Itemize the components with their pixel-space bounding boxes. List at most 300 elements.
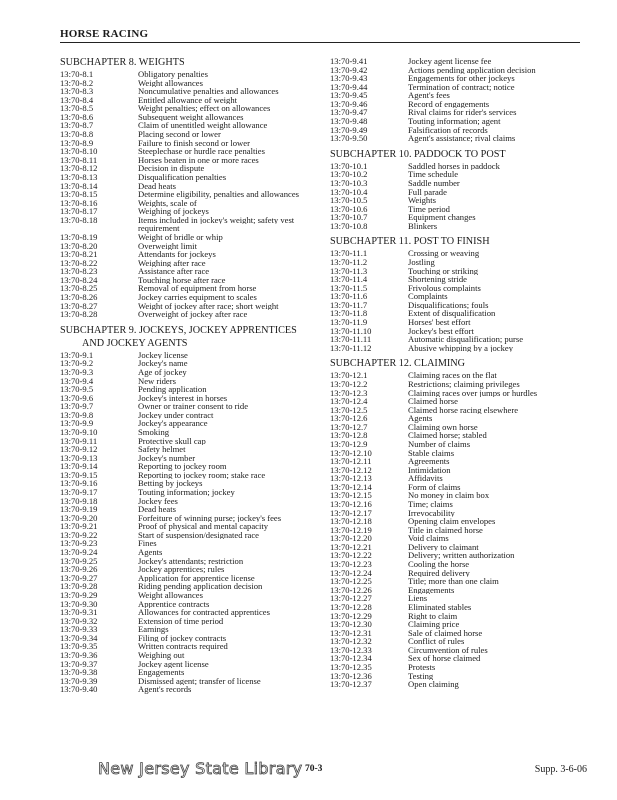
section-number: 13:70-12.27 bbox=[330, 593, 372, 604]
section-title: Pending application bbox=[138, 385, 207, 394]
section-title: Horses beaten in one or more races bbox=[138, 155, 259, 165]
section-entry bbox=[60, 190, 322, 199]
section-entry bbox=[60, 70, 322, 79]
section-number: 13:70-9.49 bbox=[330, 124, 368, 135]
section-number: 13:70-9.28 bbox=[60, 581, 98, 592]
section-entry bbox=[60, 87, 322, 96]
section-title: Noncumulative penalties and allowances bbox=[138, 87, 279, 96]
section-title: Jockey's interest in horses bbox=[138, 393, 228, 403]
section-title: Sex of horse claimed bbox=[408, 654, 481, 663]
section-title: Removal of equipment from horse bbox=[138, 284, 257, 294]
section-entry bbox=[330, 249, 592, 258]
section-number: 13:70-8.15 bbox=[60, 189, 98, 200]
subchapter-9-list bbox=[60, 351, 322, 694]
section-number: 13:70-11.1 bbox=[330, 248, 368, 259]
section-number: 13:70-12.6 bbox=[330, 413, 368, 424]
section-title: Claiming races on the flat bbox=[408, 371, 497, 380]
section-title: Allowances for contracted apprentices bbox=[138, 608, 270, 617]
section-number: 13:70-12.21 bbox=[330, 541, 372, 552]
section-entry bbox=[330, 284, 592, 293]
section-number: 13:70-9.2 bbox=[60, 358, 94, 369]
section-number: 13:70-9.6 bbox=[60, 392, 94, 403]
section-number: 13:70-8.16 bbox=[60, 197, 98, 208]
section-number: 13:70-8.28 bbox=[60, 309, 98, 320]
section-title: Void claims bbox=[408, 534, 449, 543]
section-title: Overweight limit bbox=[138, 241, 197, 251]
section-number: 13:70-12.18 bbox=[330, 516, 372, 527]
section-title: Frivolous complaints bbox=[408, 283, 481, 293]
section-number: 13:70-10.5 bbox=[330, 195, 368, 206]
section-title: Extension of time period bbox=[138, 616, 224, 626]
section-entry bbox=[330, 267, 592, 276]
subchapter-11-heading: SUBCHAPTER 11. POST TO FINISH bbox=[330, 236, 490, 248]
section-number: 13:70-10.4 bbox=[330, 186, 368, 197]
section-entry bbox=[60, 497, 322, 506]
section-title: Claiming own horse bbox=[408, 422, 478, 432]
section-title: Jockey under contract bbox=[138, 410, 214, 420]
subchapter-8-heading: SUBCHAPTER 8. WEIGHTS bbox=[60, 57, 185, 68]
section-title: Agents bbox=[408, 414, 433, 423]
section-title: Time; claims bbox=[408, 500, 453, 509]
section-number: 13:70-8.13 bbox=[60, 171, 98, 182]
section-title: Termination of contract; notice bbox=[408, 82, 515, 92]
section-entry bbox=[330, 100, 592, 109]
section-number: 13:70-8.14 bbox=[60, 180, 98, 191]
section-number: 13:70-12.32 bbox=[330, 636, 372, 647]
section-number: 13:70-8.19 bbox=[60, 231, 98, 242]
section-number: 13:70-9.21 bbox=[60, 521, 98, 532]
section-title: Claiming races over jumps or hurdles bbox=[408, 388, 538, 398]
section-number: 13:70-8.3 bbox=[60, 86, 94, 97]
section-title: Testing bbox=[408, 671, 434, 681]
section-number: 13:70-10.6 bbox=[330, 203, 368, 214]
section-title: Weight allowances bbox=[138, 590, 203, 600]
running-header: HORSE RACING bbox=[60, 28, 149, 40]
section-number: 13:70-9.7 bbox=[60, 401, 94, 412]
section-title: Filing of jockey contracts bbox=[138, 633, 227, 643]
section-title: Engagements bbox=[138, 668, 185, 677]
section-title: Weight allowances bbox=[138, 78, 203, 88]
section-title: Apprentice contracts bbox=[138, 599, 210, 609]
section-title: Reporting to jockey room bbox=[138, 462, 227, 471]
section-entry bbox=[60, 505, 322, 514]
section-title: Weighing of jockeys bbox=[138, 207, 209, 216]
section-number: 13:70-11.9 bbox=[330, 317, 368, 328]
section-title: Decision in dispute bbox=[138, 164, 205, 173]
section-entry bbox=[60, 668, 322, 677]
section-entry bbox=[330, 380, 592, 389]
section-number: 13:70-9.27 bbox=[60, 572, 98, 583]
section-title: Weighing out bbox=[138, 651, 185, 660]
section-number: 13:70-12.20 bbox=[330, 533, 372, 544]
section-title: Title in claimed horse bbox=[408, 525, 483, 535]
section-entry bbox=[60, 224, 322, 233]
section-title: Falsification of records bbox=[408, 125, 488, 135]
section-number: 13:70-9.17 bbox=[60, 487, 98, 498]
section-entry bbox=[60, 634, 322, 643]
section-entry bbox=[60, 302, 322, 311]
section-title: Start of suspension/designated race bbox=[138, 530, 259, 540]
section-number: 13:70-12.26 bbox=[330, 584, 372, 595]
section-entry bbox=[60, 156, 322, 165]
section-title: Sale of claimed horse bbox=[408, 628, 483, 638]
section-title: Jockey apprentices; rules bbox=[138, 565, 225, 574]
section-number: 13:70-12.30 bbox=[330, 619, 372, 630]
section-number: 13:70-9.46 bbox=[330, 98, 368, 109]
section-entry bbox=[60, 267, 322, 276]
section-title: Touting information; jockey bbox=[138, 488, 235, 497]
section-number: 13:70-9.22 bbox=[60, 529, 98, 540]
section-title: Restrictions; claiming privileges bbox=[408, 379, 520, 389]
section-title: Engagements for other jockeys bbox=[408, 74, 515, 83]
section-title: Agent's assistance; rival claims bbox=[408, 134, 516, 143]
section-number: 13:70-12.7 bbox=[330, 421, 368, 432]
section-title: Delivery to claimant bbox=[408, 542, 479, 552]
section-title: Blinkers bbox=[408, 221, 438, 231]
section-entry bbox=[60, 557, 322, 566]
section-entry bbox=[330, 134, 592, 143]
section-title: Dead heats bbox=[138, 181, 176, 191]
section-title: Agreements bbox=[408, 457, 450, 466]
section-entry bbox=[60, 96, 322, 105]
section-title: Complaints bbox=[408, 292, 448, 301]
section-title: Irrevocability bbox=[408, 508, 455, 518]
section-entry bbox=[60, 531, 322, 540]
section-title: Safety helmet bbox=[138, 445, 186, 454]
section-entry bbox=[60, 617, 322, 626]
section-number: 13:70-10.1 bbox=[330, 160, 368, 171]
header-rule bbox=[60, 42, 580, 43]
section-number: 13:70-12.12 bbox=[330, 464, 372, 475]
section-number: 13:70-11.2 bbox=[330, 256, 368, 267]
section-title: Title; more than one claim bbox=[408, 577, 499, 586]
section-title: Subsequent weight allowances bbox=[138, 112, 244, 122]
section-entry bbox=[60, 242, 322, 251]
subchapter-10-heading: SUBCHAPTER 10. PADDOCK TO POST bbox=[330, 148, 506, 160]
section-number: 13:70-12.22 bbox=[330, 550, 372, 561]
section-number: 13:70-12.24 bbox=[330, 567, 372, 578]
section-title: Entitled allowance of weight bbox=[138, 95, 238, 105]
section-number: 13:70-12.36 bbox=[330, 670, 372, 681]
section-title: Earnings bbox=[138, 625, 169, 634]
section-entry bbox=[60, 233, 322, 242]
section-entry bbox=[60, 514, 322, 523]
section-title: Open claiming bbox=[408, 680, 459, 689]
section-entry bbox=[330, 179, 592, 188]
section-number: 13:70-8.4 bbox=[60, 94, 94, 105]
section-number: 13:70-12.4 bbox=[330, 396, 368, 407]
section-number: 13:70-9.42 bbox=[330, 64, 368, 75]
section-number: 13:70-9.37 bbox=[60, 658, 98, 669]
section-title: Full parade bbox=[408, 187, 447, 197]
section-number: 13:70-9.31 bbox=[60, 607, 98, 618]
section-number: 13:70-12.31 bbox=[330, 627, 372, 638]
section-number: 13:70-12.34 bbox=[330, 653, 372, 664]
section-entry bbox=[330, 57, 592, 66]
section-entry bbox=[60, 216, 322, 225]
section-entry bbox=[60, 565, 322, 574]
section-title: Agents bbox=[138, 548, 163, 557]
section-number: 13:70-9.10 bbox=[60, 426, 98, 437]
section-entry bbox=[60, 600, 322, 609]
section-title: Dismissed agent; transfer of license bbox=[138, 676, 261, 686]
section-number: 13:70-12.8 bbox=[330, 430, 368, 441]
section-title: Actions pending application decision bbox=[408, 65, 536, 75]
section-entry bbox=[60, 385, 322, 394]
section-entry bbox=[60, 164, 322, 173]
section-title: Crossing or weaving bbox=[408, 249, 480, 258]
section-number: 13:70-9.38 bbox=[60, 667, 98, 678]
section-entry bbox=[330, 170, 592, 179]
section-title: Jockey license bbox=[138, 350, 188, 360]
section-title: Jockey's best effort bbox=[408, 326, 474, 336]
section-title: Shortening stride bbox=[408, 275, 467, 284]
section-number: 13:70-9.32 bbox=[60, 615, 98, 626]
section-title: Stable claims bbox=[408, 448, 455, 458]
section-title: Liens bbox=[408, 594, 428, 603]
section-number: 13:70-9.41 bbox=[330, 56, 368, 66]
section-title: Touching or striking bbox=[408, 266, 479, 276]
section-number: 13:70-9.36 bbox=[60, 650, 98, 660]
section-title: Touching horse after race bbox=[138, 275, 226, 285]
section-entry bbox=[60, 651, 322, 660]
section-number: 13:70-9.44 bbox=[330, 81, 368, 92]
section-title: Cooling the horse bbox=[408, 560, 470, 569]
section-entry bbox=[60, 454, 322, 463]
section-title: No money in claim box bbox=[408, 491, 490, 501]
section-number: 13:70-9.5 bbox=[60, 384, 94, 395]
section-title: Fines bbox=[138, 539, 157, 549]
section-entry bbox=[60, 437, 322, 446]
section-title: Affidavits bbox=[408, 474, 443, 483]
section-number: 13:70-8.5 bbox=[60, 103, 94, 114]
section-entry bbox=[60, 677, 322, 686]
subchapter-9-heading: SUBCHAPTER 9. JOCKEYS, JOCKEY APPRENTICES bbox=[60, 324, 297, 336]
section-number: 13:70-8.18 bbox=[60, 214, 98, 225]
section-title: Items included in jockey's weight; safety vest bbox=[138, 215, 295, 225]
section-number: 13:70-8.17 bbox=[60, 206, 98, 217]
section-entry bbox=[330, 431, 592, 440]
section-entry bbox=[330, 162, 592, 171]
section-entry bbox=[60, 471, 322, 480]
section-title: Weight of bridle or whip bbox=[138, 232, 223, 242]
section-title: Weight penalties; effect on allowances bbox=[138, 104, 271, 113]
section-entry bbox=[330, 406, 592, 415]
section-title: Engagements bbox=[408, 585, 455, 595]
section-entry bbox=[330, 205, 592, 214]
section-entry bbox=[60, 182, 322, 191]
section-number: 13:70-9.14 bbox=[60, 461, 98, 472]
section-entry bbox=[330, 275, 592, 284]
section-title: Owner or trainer consent to ride bbox=[138, 402, 249, 411]
section-number: 13:70-9.8 bbox=[60, 409, 94, 420]
section-number: 13:70-11.4 bbox=[330, 274, 368, 285]
section-number: 13:70-12.2 bbox=[330, 378, 368, 389]
section-entry bbox=[60, 147, 322, 156]
section-number: 13:70-9.33 bbox=[60, 624, 98, 635]
section-number: 13:70-8.27 bbox=[60, 300, 98, 311]
supplement-date: Supp. 3-6-06 bbox=[534, 764, 587, 775]
section-number: 13:70-8.11 bbox=[60, 154, 98, 165]
section-entry bbox=[330, 117, 592, 126]
section-entry bbox=[60, 377, 322, 386]
section-entry bbox=[60, 642, 322, 651]
section-entry bbox=[60, 522, 322, 531]
section-title: Form of claims bbox=[408, 482, 461, 492]
section-entry bbox=[60, 548, 322, 557]
section-title: Overweight of jockey after race bbox=[138, 310, 248, 319]
section-entry bbox=[60, 591, 322, 600]
section-title: Agent's records bbox=[138, 685, 192, 694]
section-title: Automatic disqualification; purse bbox=[408, 335, 524, 344]
section-title: Weights bbox=[408, 196, 436, 205]
section-title: Written contracts required bbox=[138, 642, 228, 651]
section-number: 13:70-10.8 bbox=[330, 220, 368, 231]
section-number: 13:70-12.9 bbox=[330, 438, 368, 449]
section-entry bbox=[330, 74, 592, 83]
section-number: 13:70-11.3 bbox=[330, 265, 368, 276]
subchapter-11-list bbox=[330, 249, 592, 352]
section-title: Disqualifications; fouls bbox=[408, 300, 489, 310]
section-title: Time period bbox=[408, 204, 450, 214]
section-number: 13:70-9.50 bbox=[330, 133, 368, 144]
section-number: 13:70-11.10 bbox=[330, 325, 372, 336]
section-entry bbox=[60, 660, 322, 669]
section-entry bbox=[60, 411, 322, 420]
section-title: Jockey agent license bbox=[138, 659, 209, 669]
section-number: 13:70-9.1 bbox=[60, 349, 94, 360]
section-number: 13:70-9.26 bbox=[60, 564, 98, 575]
section-entry bbox=[330, 414, 592, 423]
section-entry bbox=[330, 397, 592, 406]
section-entry bbox=[330, 83, 592, 92]
section-entry bbox=[60, 394, 322, 403]
section-number: 13:70-9.40 bbox=[60, 684, 98, 695]
section-number: 13:70-9.24 bbox=[60, 547, 98, 558]
section-title: Eliminated stables bbox=[408, 602, 472, 612]
section-number: 13:70-12.28 bbox=[330, 601, 372, 612]
section-number: 13:70-12.5 bbox=[330, 404, 368, 415]
section-title: Opening claim envelopes bbox=[408, 517, 496, 526]
subchapter-9-list-cont bbox=[330, 57, 592, 143]
section-title: Jockey's appearance bbox=[138, 419, 208, 428]
section-entry bbox=[330, 222, 592, 231]
section-number: 13:70-8.8 bbox=[60, 129, 94, 140]
section-number: 13:70-12.17 bbox=[330, 507, 372, 518]
library-watermark: New Jersey State Library bbox=[98, 759, 303, 778]
section-entry bbox=[60, 121, 322, 130]
section-entry bbox=[60, 479, 322, 488]
section-title: Horses' best effort bbox=[408, 318, 471, 327]
section-entry bbox=[330, 309, 592, 318]
section-title: Claimed horse racing elsewhere bbox=[408, 405, 519, 415]
section-title: Saddle number bbox=[408, 178, 460, 188]
section-number: 13:70-9.4 bbox=[60, 375, 94, 386]
section-number: 13:70-9.39 bbox=[60, 675, 98, 686]
section-entry bbox=[60, 139, 322, 148]
section-entry bbox=[60, 625, 322, 634]
section-title: Conflict of rules bbox=[408, 637, 465, 646]
section-entry bbox=[330, 126, 592, 135]
section-title: Equipment changes bbox=[408, 213, 476, 222]
section-entry bbox=[330, 108, 592, 117]
section-number: 13:70-9.16 bbox=[60, 478, 98, 489]
subchapter-8-list bbox=[60, 70, 322, 319]
section-title: Jockey fees bbox=[138, 496, 178, 506]
section-title: Touting information; agent bbox=[408, 117, 501, 126]
left-column bbox=[60, 57, 322, 694]
section-number: 13:70-8.9 bbox=[60, 137, 94, 148]
section-entry bbox=[330, 344, 592, 353]
section-number: 13:70-8.21 bbox=[60, 249, 98, 260]
section-title: Number of claims bbox=[408, 439, 471, 449]
section-title: Intimidation bbox=[408, 465, 451, 475]
section-entry bbox=[60, 685, 322, 694]
section-title: Claimed horse; stabled bbox=[408, 431, 487, 440]
section-number: 13:70-12.19 bbox=[330, 524, 372, 535]
section-entry bbox=[330, 258, 592, 267]
section-title: Jockey agent license fee bbox=[408, 57, 492, 66]
section-number: 13:70-12.1 bbox=[330, 370, 368, 381]
section-number: 13:70-8.26 bbox=[60, 292, 98, 303]
section-entry bbox=[330, 389, 592, 398]
section-title: Saddled horses in paddock bbox=[408, 161, 500, 171]
section-title: Jockey's attendants; restriction bbox=[138, 556, 244, 566]
section-title: Weight of jockey after race; short weight bbox=[138, 301, 279, 311]
section-number: 13:70-12.35 bbox=[330, 662, 372, 672]
section-entry bbox=[60, 310, 322, 319]
section-number: 13:70-9.25 bbox=[60, 555, 98, 566]
section-number: 13:70-9.30 bbox=[60, 598, 98, 609]
section-number: 13:70-9.13 bbox=[60, 452, 98, 463]
section-number: 13:70-11.8 bbox=[330, 308, 368, 319]
section-entry bbox=[60, 428, 322, 437]
section-number: 13:70-9.47 bbox=[330, 107, 368, 118]
section-entry bbox=[330, 91, 592, 100]
right-column bbox=[330, 57, 592, 689]
section-number: 13:70-9.23 bbox=[60, 538, 98, 549]
section-number: 13:70-8.7 bbox=[60, 120, 94, 131]
section-entry bbox=[60, 368, 322, 377]
section-title: Jostling bbox=[408, 257, 435, 267]
section-entry bbox=[330, 371, 592, 380]
section-entry bbox=[60, 351, 322, 360]
section-entry bbox=[60, 419, 322, 428]
section-number: 13:70-8.25 bbox=[60, 283, 98, 294]
section-entry bbox=[60, 574, 322, 583]
section-title: Protective skull cap bbox=[138, 436, 206, 446]
section-number: 13:70-8.10 bbox=[60, 146, 98, 157]
section-title: Claimed horse bbox=[408, 397, 458, 406]
section-title: Rival claims for rider's services bbox=[408, 108, 517, 118]
section-entry bbox=[330, 66, 592, 75]
section-title: Required delivery bbox=[408, 568, 470, 578]
section-entry bbox=[60, 250, 322, 259]
section-title: Smoking bbox=[138, 427, 170, 437]
section-entry bbox=[330, 680, 592, 689]
section-title: Forfeiture of winning purse; jockey's fees bbox=[138, 513, 282, 523]
section-number: 13:70-9.12 bbox=[60, 444, 98, 455]
section-title: requirement bbox=[138, 224, 180, 233]
section-number: 13:70-9.9 bbox=[60, 418, 94, 429]
section-title: Disqualification penalties bbox=[138, 172, 227, 182]
section-number: 13:70-9.18 bbox=[60, 495, 98, 506]
section-title: Claiming price bbox=[408, 620, 460, 629]
section-number: 13:70-8.12 bbox=[60, 163, 98, 174]
section-number: 13:70-10.7 bbox=[330, 212, 368, 223]
section-title: Placing second or lower bbox=[138, 130, 221, 139]
section-number: 13:70-12.29 bbox=[330, 610, 372, 621]
